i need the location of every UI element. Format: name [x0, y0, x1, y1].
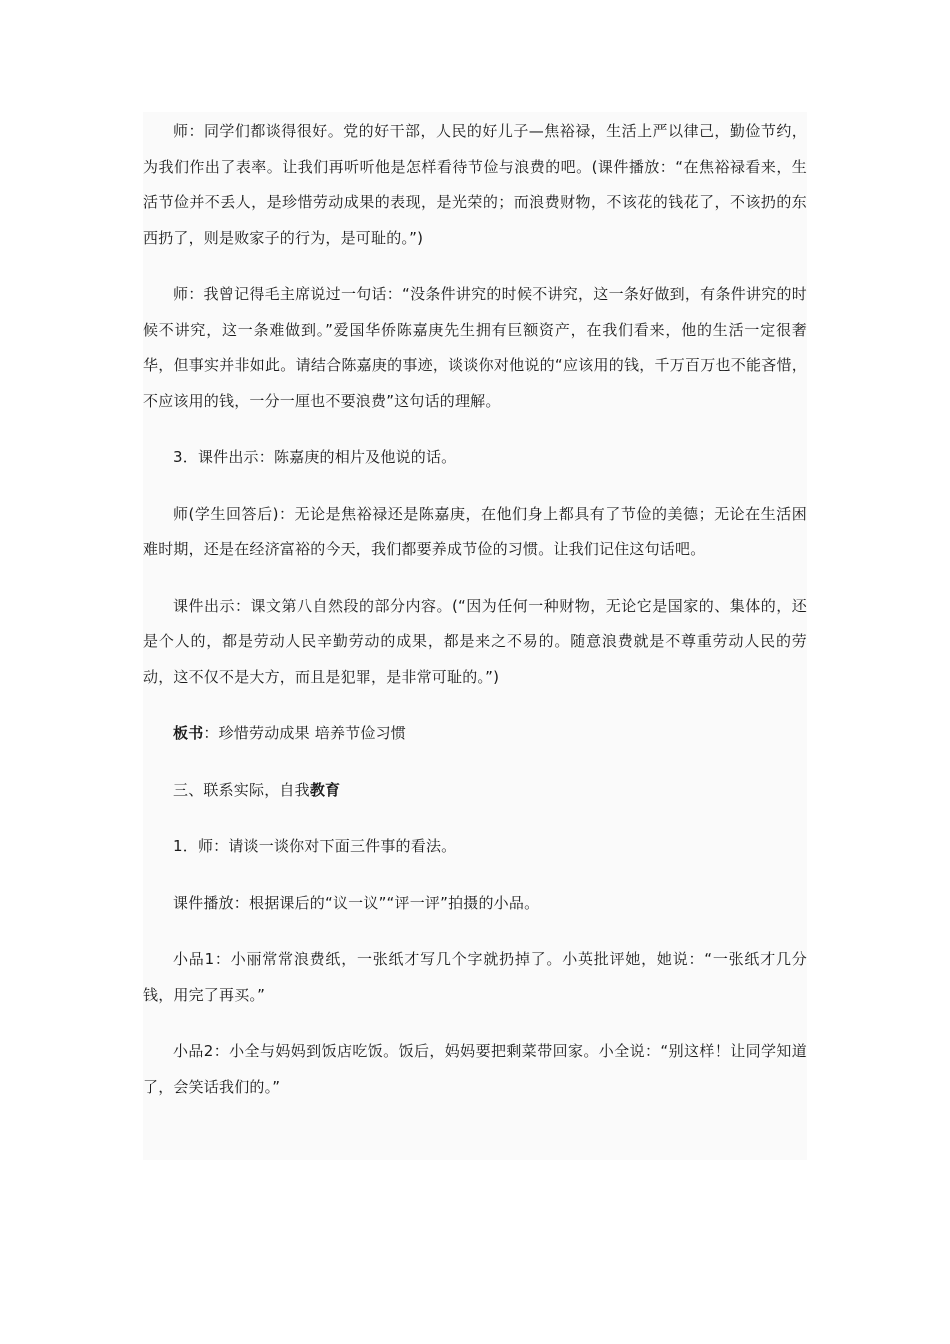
- paragraph-courseware-photo: 3．课件出示：陈嘉庚的相片及他说的话。: [173, 448, 457, 466]
- paragraph-teacher-summary: 师(学生回答后)：无论是焦裕禄还是陈嘉庚，在他们身上都具有了节俭的美德；无论在生活困难时期，还是在经济富裕的今天，我们都要养成节俭的习惯。让我们记住这句话吧。: [143, 504, 807, 558]
- paragraph-courseware-text: 课件出示：课文第八自然段的部分内容。(“因为任何一种财物，无论它是国家的、集体的，还是个人的，都是劳动人民辛勤劳动的成果，都是来之不易的。随意浪费就是不尊重劳动人民的劳动，这不仅不是大方，而且是犯罪，是非常可耻的。”): [143, 596, 807, 686]
- blackboard-text: ：珍惜劳动成果 培养节俭习惯: [203, 724, 406, 742]
- section-heading-prefix: 三、联系实际，自我: [173, 780, 310, 799]
- paragraph-courseware-sketch: 课件播放：根据课后的“议一议”“评一评”拍摄的小品。: [173, 893, 540, 912]
- blackboard-label: 板书: [173, 724, 204, 742]
- paragraph-sketch-1: 小品1：小丽常常浪费纸，一张纸才写几个字就扔掉了。小英批评她，她说：“一张纸才几分钱，用完了再买。”: [143, 950, 807, 1004]
- section-heading-bold: 教育: [309, 780, 341, 799]
- section-heading-3: [143, 773, 807, 809]
- paragraph-teacher-jiao-yulu: 师：同学们都谈得很好。党的好干部，人民的好儿子—焦裕禄，生活上严以律己，勤俭节约，为我们作出了表率。让我们再听听他是怎样看待节俭与浪费的吧。(课件播放：“在焦裕禄看来，生活节俭并不丢人，是珍惜劳动成果的表现，是光荣的；而浪费财物，不该花的钱花了，不该扔的东西扔了，则是败家子的行为，是可耻的。”): [143, 122, 807, 247]
- paragraph-blackboard: [143, 716, 807, 752]
- paragraph-sketch-2: 小品2：小全与妈妈到饭店吃饭。饭后，妈妈要把剩菜带回家。小全说：“别这样！让同学知道了，会笑话我们的。”: [143, 1042, 807, 1096]
- paragraph-teacher-chen-jiageng: 师：我曾记得毛主席说过一句话：“没条件讲究的时候不讲究，这一条好做到，有条件讲究的时候不讲究，这一条难做到。”爱国华侨陈嘉庚先生拥有巨额资产，在我们看来，他的生活一定很奢华，但事实并非如此。请结合陈嘉庚的事迹，谈谈你对他说的“应该用的钱，千万百万也不能吝惜，不应该用的钱，一分一厘也不要浪费”这句话的理解。: [143, 285, 807, 410]
- document-page: [143, 112, 807, 1160]
- paragraph-teacher-question: 1．师：请谈一谈你对下面三件事的看法。: [173, 837, 457, 855]
